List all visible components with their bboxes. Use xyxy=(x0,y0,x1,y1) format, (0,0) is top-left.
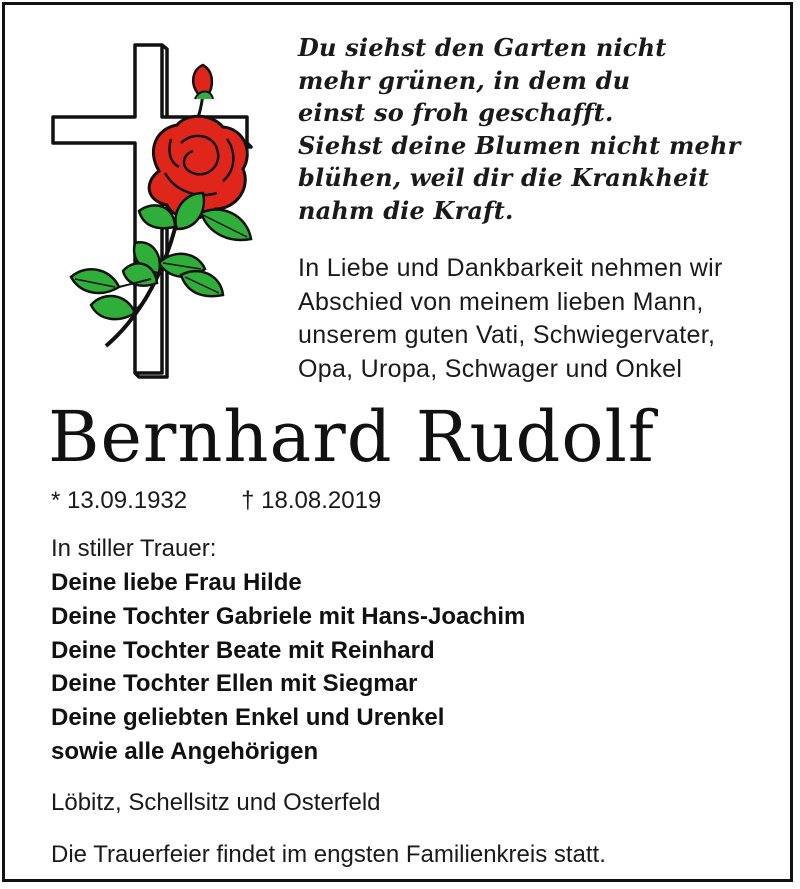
mourner-line: Deine Tochter Gabriele mit Hans-Joachim xyxy=(51,602,526,630)
death-date: † 18.08.2019 xyxy=(241,487,382,514)
mourning-label: In stiller Trauer: xyxy=(51,535,217,562)
intro-line: Opa, Uropa, Schwager und Onkel xyxy=(298,354,683,383)
mourner-line: sowie alle Angehörigen xyxy=(51,737,319,765)
life-dates xyxy=(51,485,381,517)
intro-line: In Liebe und Dankbarkeit nehmen wir xyxy=(298,254,723,282)
mourners-list xyxy=(51,566,751,769)
deceased-name: Bernhard Rudolf xyxy=(48,396,655,478)
farewell-intro xyxy=(298,252,788,386)
obituary-frame xyxy=(2,2,793,882)
intro-line: Abschied von meinem lieben Mann, xyxy=(298,287,704,316)
poem-line: Siehst deine Blumen nicht mehr xyxy=(298,130,741,160)
mourner-line: Deine liebe Frau Hilde xyxy=(51,569,302,596)
poem xyxy=(298,32,778,227)
cross-and-rose-illustration xyxy=(51,43,281,383)
mourner-line: Deine Tochter Beate mit Reinhard xyxy=(51,636,435,664)
poem-line: mehr grünen, in dem du xyxy=(298,65,631,95)
poem-line: blühen, weil dir die Krankheit xyxy=(298,163,710,192)
poem-line: nahm die Kraft. xyxy=(298,195,514,225)
poem-line: Du siehst den Garten nicht xyxy=(298,33,667,62)
mourner-line: Deine geliebten Enkel und Urenkel xyxy=(51,704,445,732)
birth-date: * 13.09.1932 xyxy=(51,487,188,514)
places: Löbitz, Schellsitz und Osterfeld xyxy=(51,789,381,816)
intro-line: unserem guten Vati, Schwiegervater, xyxy=(298,321,716,349)
funeral-notice: Die Trauerfeier findet im engsten Familienkreis statt. xyxy=(51,841,606,868)
mourner-line: Deine Tochter Ellen mit Siegmar xyxy=(51,670,418,698)
poem-line: einst so froh geschafft. xyxy=(298,98,614,127)
